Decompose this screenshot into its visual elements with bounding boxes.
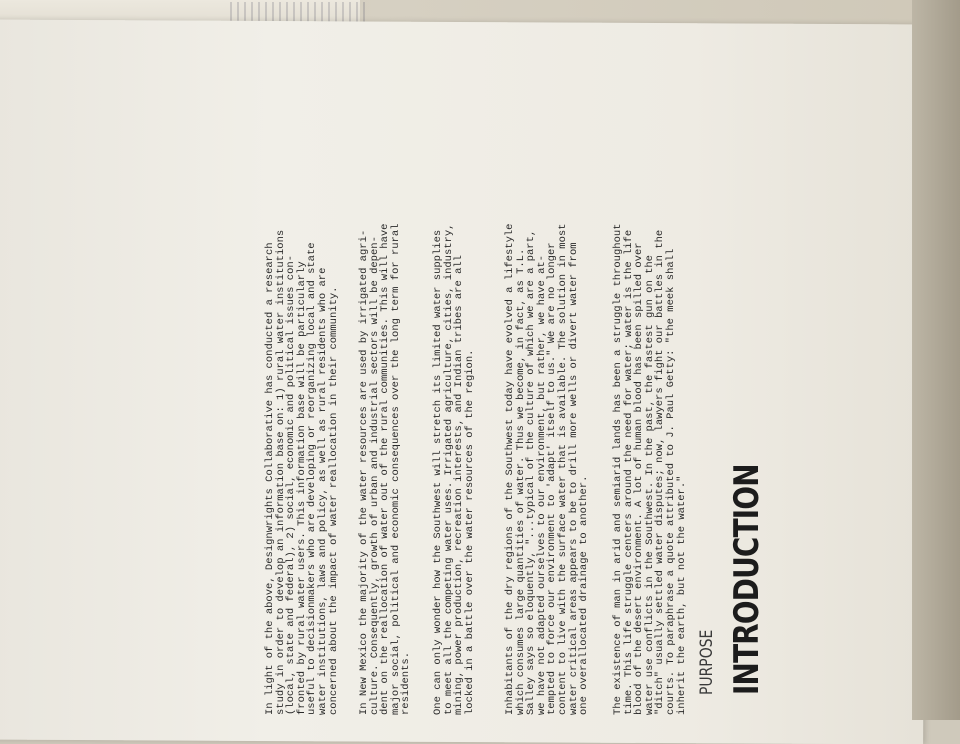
text-line: concerned about the impact of water reallocation in their community. bbox=[327, 286, 340, 715]
page-title: INTRODUCTION bbox=[727, 464, 767, 695]
text-line: The existence of man in arid and semiarid lands has been a struggle throughout bbox=[612, 223, 624, 715]
paragraph-2 bbox=[505, 55, 590, 715]
rotated-text-block bbox=[130, 25, 770, 715]
text-line: culture. Consequently, growth of urban and industrial sectors will be depen- bbox=[368, 236, 381, 715]
text-line: tempted to force our environment to 'adapt' itself to us." We are no longer bbox=[546, 242, 559, 715]
text-line: "ditch" usually settled water disputes; now, lawyers fight our battles in the bbox=[654, 229, 667, 715]
text-line: mining, power production, recreation interests, and Indian tribes are all bbox=[453, 255, 466, 715]
text-line: fronted by rural water users. This information base will be particularly bbox=[295, 261, 308, 715]
section-heading: PURPOSE bbox=[697, 629, 717, 695]
text-line: water institutions, laws and policy, as well as rural residents who are bbox=[316, 267, 329, 715]
text-line: to meet all the competing water uses. Irrigated agriculture, cities, industry, bbox=[442, 223, 455, 715]
paragraph-5 bbox=[265, 55, 339, 715]
text-line: one overallocated drainage to another. bbox=[578, 475, 591, 715]
text-line: study in order to develop an information base on: 1) rural water institutions bbox=[274, 229, 287, 715]
text-line: courts. To paraphrase a quote attributed to J. Paul Getty: "the meek shall bbox=[664, 248, 677, 715]
text-line: useful to decisionmakers who are developing or reorganizing local and state bbox=[306, 242, 319, 715]
text-line: (local, state and federal), 2) social, economic and political issues con- bbox=[285, 255, 298, 715]
text-line: One can only wonder how the Southwest will stretch its limited water supplies bbox=[432, 229, 444, 715]
text-line: content to live with the surface water that is available. The solution in most bbox=[556, 223, 569, 715]
underlying-page-marks bbox=[230, 2, 370, 22]
text-line: In light of the above, Designwrights Collaborative has conducted a research bbox=[264, 242, 276, 715]
text-line: major social, political and economic consequences over the long term for rural bbox=[389, 223, 402, 715]
text-line: which consumes large quantities of water. Thus we become, in fact, as T.L. bbox=[514, 248, 527, 715]
text-line: time. This life struggle centers around the need for water; water is the life bbox=[622, 229, 635, 715]
text-line: In New Mexico the majority of the water resources are used by irrigated agri- bbox=[358, 229, 370, 715]
text-line: water use conflicts in the Southwest. In the past, the fastest gun on the bbox=[643, 255, 656, 715]
text-line: locked in a battle over the water resources of the region. bbox=[463, 349, 476, 715]
paragraph-4 bbox=[359, 55, 412, 715]
text-line: Inhabitants of the dry regions of the Southwest today have evolved a lifestyle bbox=[504, 223, 516, 715]
text-line: we have not adapted ourselves to our environment, but rather, we have at- bbox=[535, 255, 548, 715]
text-line: blood of the desert environment. A lot of human blood has been spilled over bbox=[633, 242, 646, 715]
text-line: dent on the reallocation of water out of the rural communities. This will have bbox=[379, 223, 392, 715]
text-line: residents. bbox=[400, 651, 413, 715]
paragraph-1 bbox=[613, 55, 687, 715]
text-line: inherit the earth, but not the water." bbox=[675, 475, 688, 715]
paragraph-3 bbox=[433, 55, 475, 715]
text-line: Salley says so eloquently, "...typical of the culture of which we are a part, bbox=[525, 229, 538, 715]
text-line: water critical areas appears to be to drill more wells or divert water from bbox=[567, 242, 580, 715]
desk-edge bbox=[912, 0, 960, 720]
